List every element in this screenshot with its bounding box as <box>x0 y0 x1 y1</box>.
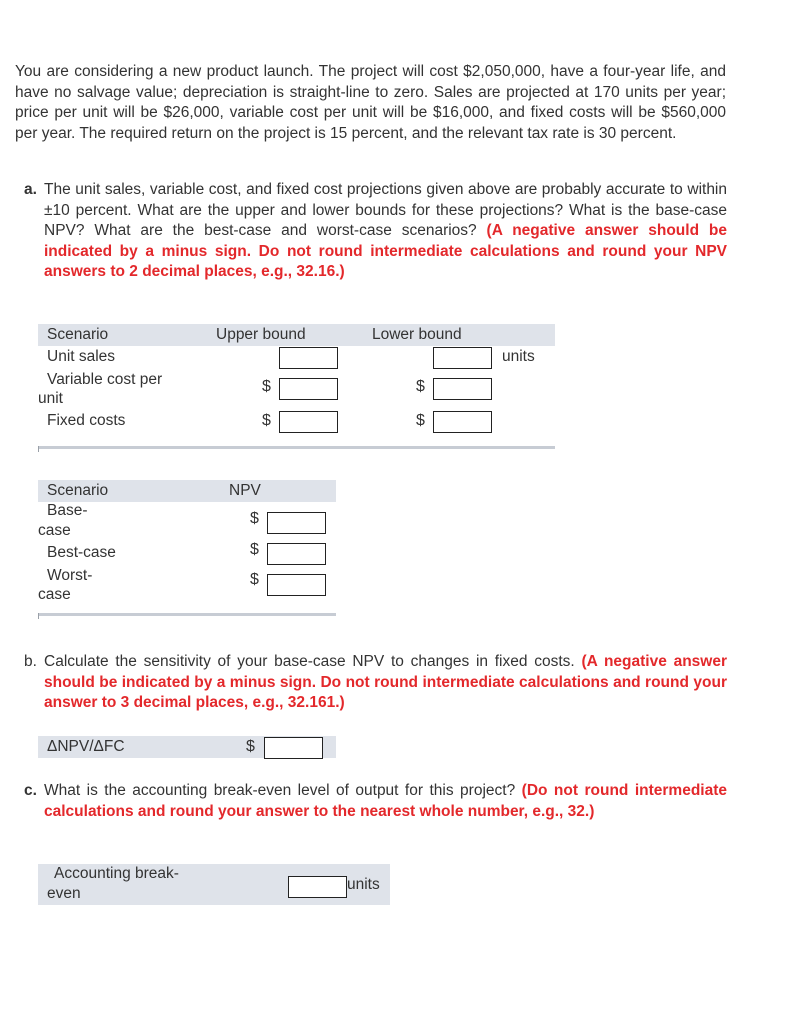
base-case-npv-input[interactable] <box>267 512 326 534</box>
sensitivity-label: ΔNPV/ΔFC <box>47 738 125 755</box>
variable-cost-lower-input[interactable] <box>433 378 492 400</box>
bounds-table-bottom-rule <box>38 446 555 449</box>
breakeven-label: Accounting break- <box>54 865 179 882</box>
problem-intro: You are considering a new product launch. The project will cost $2,050,000, have a four-year life, and have no salvage value; depreciation is straight-line to zero. Sales are projected at 170 units per year; price per unit will be $26,000, variable cost per unit will be $16,000, and fixed costs will be $560,000 per year. The required return on the project is 15 percent, and the relevant tax rate is 30 percent. <box>15 63 726 142</box>
base-case-dollar: $ <box>250 510 259 527</box>
base-case-label-cont: case <box>38 522 71 539</box>
fixed-costs-lower-input[interactable] <box>433 411 492 433</box>
best-case-dollar: $ <box>250 541 259 558</box>
worst-case-dollar: $ <box>250 571 259 588</box>
npv-header-scenario: Scenario <box>47 482 109 499</box>
part-a-instruction: (A negative answer should be indicated by a minus sign. Do not round intermediate calculations and round your NPV answers to 2 decimal places, e.g., 32.16.) <box>44 222 727 280</box>
best-case-npv-input[interactable] <box>267 543 326 565</box>
part-b-question: Calculate the sensitivity of your base-case NPV to changes in fixed costs. <box>44 653 575 670</box>
part-a-question: The unit sales, variable cost, and fixed cost projections given above are probably accurate to within ±10 percent. What are the upper and lower bounds for these projections? What is the base-case NPV? What are the best-case and worst-case scenarios? <box>44 181 727 239</box>
part-b-text <box>44 652 727 714</box>
fixed-costs-label: Fixed costs <box>47 412 126 429</box>
breakeven-input[interactable] <box>288 876 347 898</box>
breakeven-units-label: units <box>347 876 380 893</box>
worst-case-label: Worst- <box>47 567 93 584</box>
bounds-header-scenario: Scenario <box>47 326 109 343</box>
part-c-letter: c. <box>24 782 37 799</box>
worst-case-label-cont: case <box>38 586 71 603</box>
variable-cost-label: Variable cost per <box>47 371 163 388</box>
fixed-costs-upper-dollar: $ <box>262 412 271 429</box>
base-case-label: Base- <box>47 502 88 519</box>
breakeven-label-cont: even <box>47 885 81 902</box>
unit-sales-units-label: units <box>502 348 535 365</box>
part-a-text <box>44 180 727 283</box>
npv-table-bottom-tick <box>38 613 39 619</box>
unit-sales-upper-input[interactable] <box>279 347 338 369</box>
fixed-costs-upper-input[interactable] <box>279 411 338 433</box>
variable-cost-upper-dollar: $ <box>262 378 271 395</box>
part-a-letter: a. <box>24 181 37 198</box>
worst-case-npv-input[interactable] <box>267 574 326 596</box>
unit-sales-lower-input[interactable] <box>433 347 492 369</box>
npv-header-npv: NPV <box>229 482 261 499</box>
variable-cost-label-cont: unit <box>38 390 63 407</box>
part-b-letter: b. <box>24 653 37 670</box>
part-c-text <box>44 781 727 822</box>
bounds-header-lower: Lower bound <box>372 326 462 343</box>
bounds-table-bottom-tick <box>38 446 39 452</box>
bounds-header-upper: Upper bound <box>216 326 306 343</box>
sensitivity-dollar: $ <box>246 738 255 755</box>
part-c-instruction: (Do not round intermediate calculations and round your answer to the nearest whole number, e.g., 32.) <box>44 782 727 820</box>
sensitivity-input[interactable] <box>264 737 323 759</box>
unit-sales-label: Unit sales <box>47 348 116 365</box>
fixed-costs-lower-dollar: $ <box>416 412 425 429</box>
part-b-instruction: (A negative answer should be indicated by a minus sign. Do not round intermediate calculations and round your answer to 3 decimal places, e.g., 32.161.) <box>44 653 727 711</box>
variable-cost-upper-input[interactable] <box>279 378 338 400</box>
npv-table-bottom-rule <box>38 613 336 616</box>
variable-cost-lower-dollar: $ <box>416 378 425 395</box>
part-c-question: What is the accounting break-even level of output for this project? <box>44 782 516 799</box>
best-case-label: Best-case <box>47 544 116 561</box>
